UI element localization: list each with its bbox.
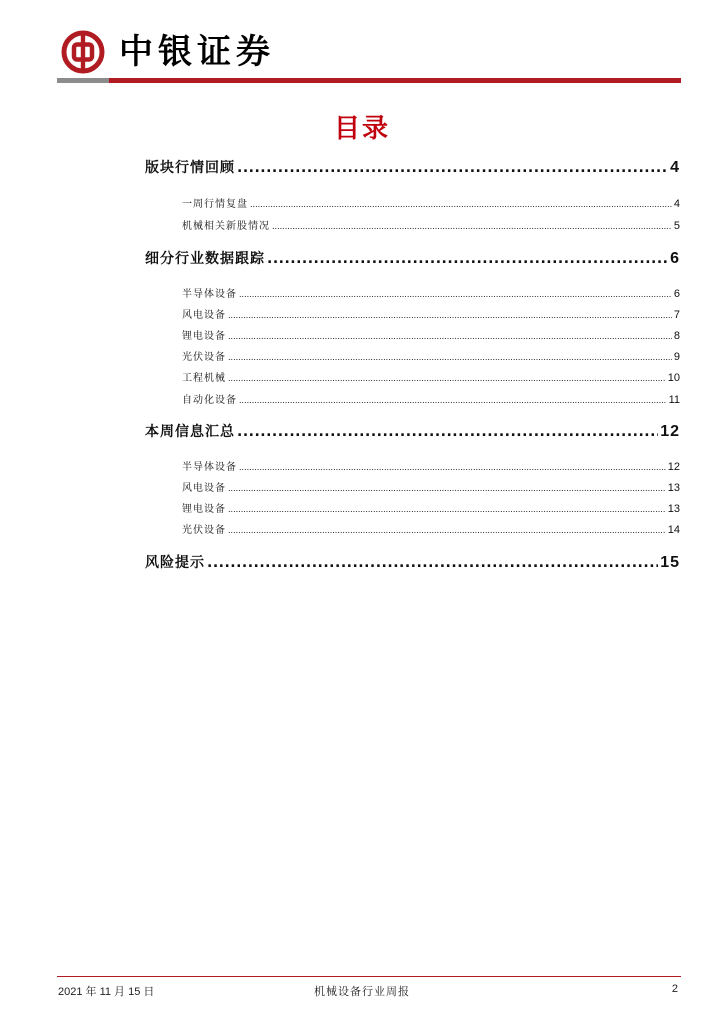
footer-report-title: 机械设备行业周报	[314, 985, 410, 998]
toc-entry[interactable]: 自动化设备 ..... 11	[182, 391, 680, 406]
brand-name: 中银证券	[119, 32, 275, 72]
toc-entry[interactable]: 本周信息汇总 ..... 12	[145, 421, 680, 441]
footer-date: 2021 年 11 月 15 日	[58, 986, 155, 998]
toc-entry[interactable]: 一周行情复盘 ..... 4	[182, 195, 680, 210]
toc-entry[interactable]: 锂电设备 ..... 13	[182, 500, 680, 515]
toc-entry[interactable]: 细分行业数据跟踪 ..... 6	[145, 248, 680, 268]
toc-entry[interactable]: 半导体设备 ..... 6	[182, 285, 680, 300]
footer-rule	[57, 976, 681, 977]
toc-entry[interactable]: 风电设备 ..... 13	[182, 479, 680, 494]
toc-entry[interactable]: 锂电设备 ..... 8	[182, 327, 680, 342]
header-rule	[57, 78, 681, 83]
toc-entry[interactable]: 风电设备 ..... 7	[182, 306, 680, 321]
boc-logo-icon	[61, 30, 105, 74]
toc-entry[interactable]: 风险提示 ..... 15	[145, 552, 680, 572]
footer-page-number: 2	[671, 983, 678, 995]
toc-entry[interactable]: 光伏设备 ..... 9	[182, 348, 680, 363]
toc-entry[interactable]: 版块行情回顾 ..... 4	[145, 157, 680, 177]
toc-title: 目录	[333, 114, 390, 144]
toc-entry[interactable]: 机械相关新股情况 ..... 5	[182, 217, 680, 232]
page-header	[57, 26, 681, 82]
toc-entry[interactable]: 光伏设备 ..... 14	[182, 521, 680, 536]
toc-entry[interactable]: 工程机械 ..... 10	[182, 369, 680, 384]
toc-entry[interactable]: 半导体设备 ..... 12	[182, 458, 680, 473]
